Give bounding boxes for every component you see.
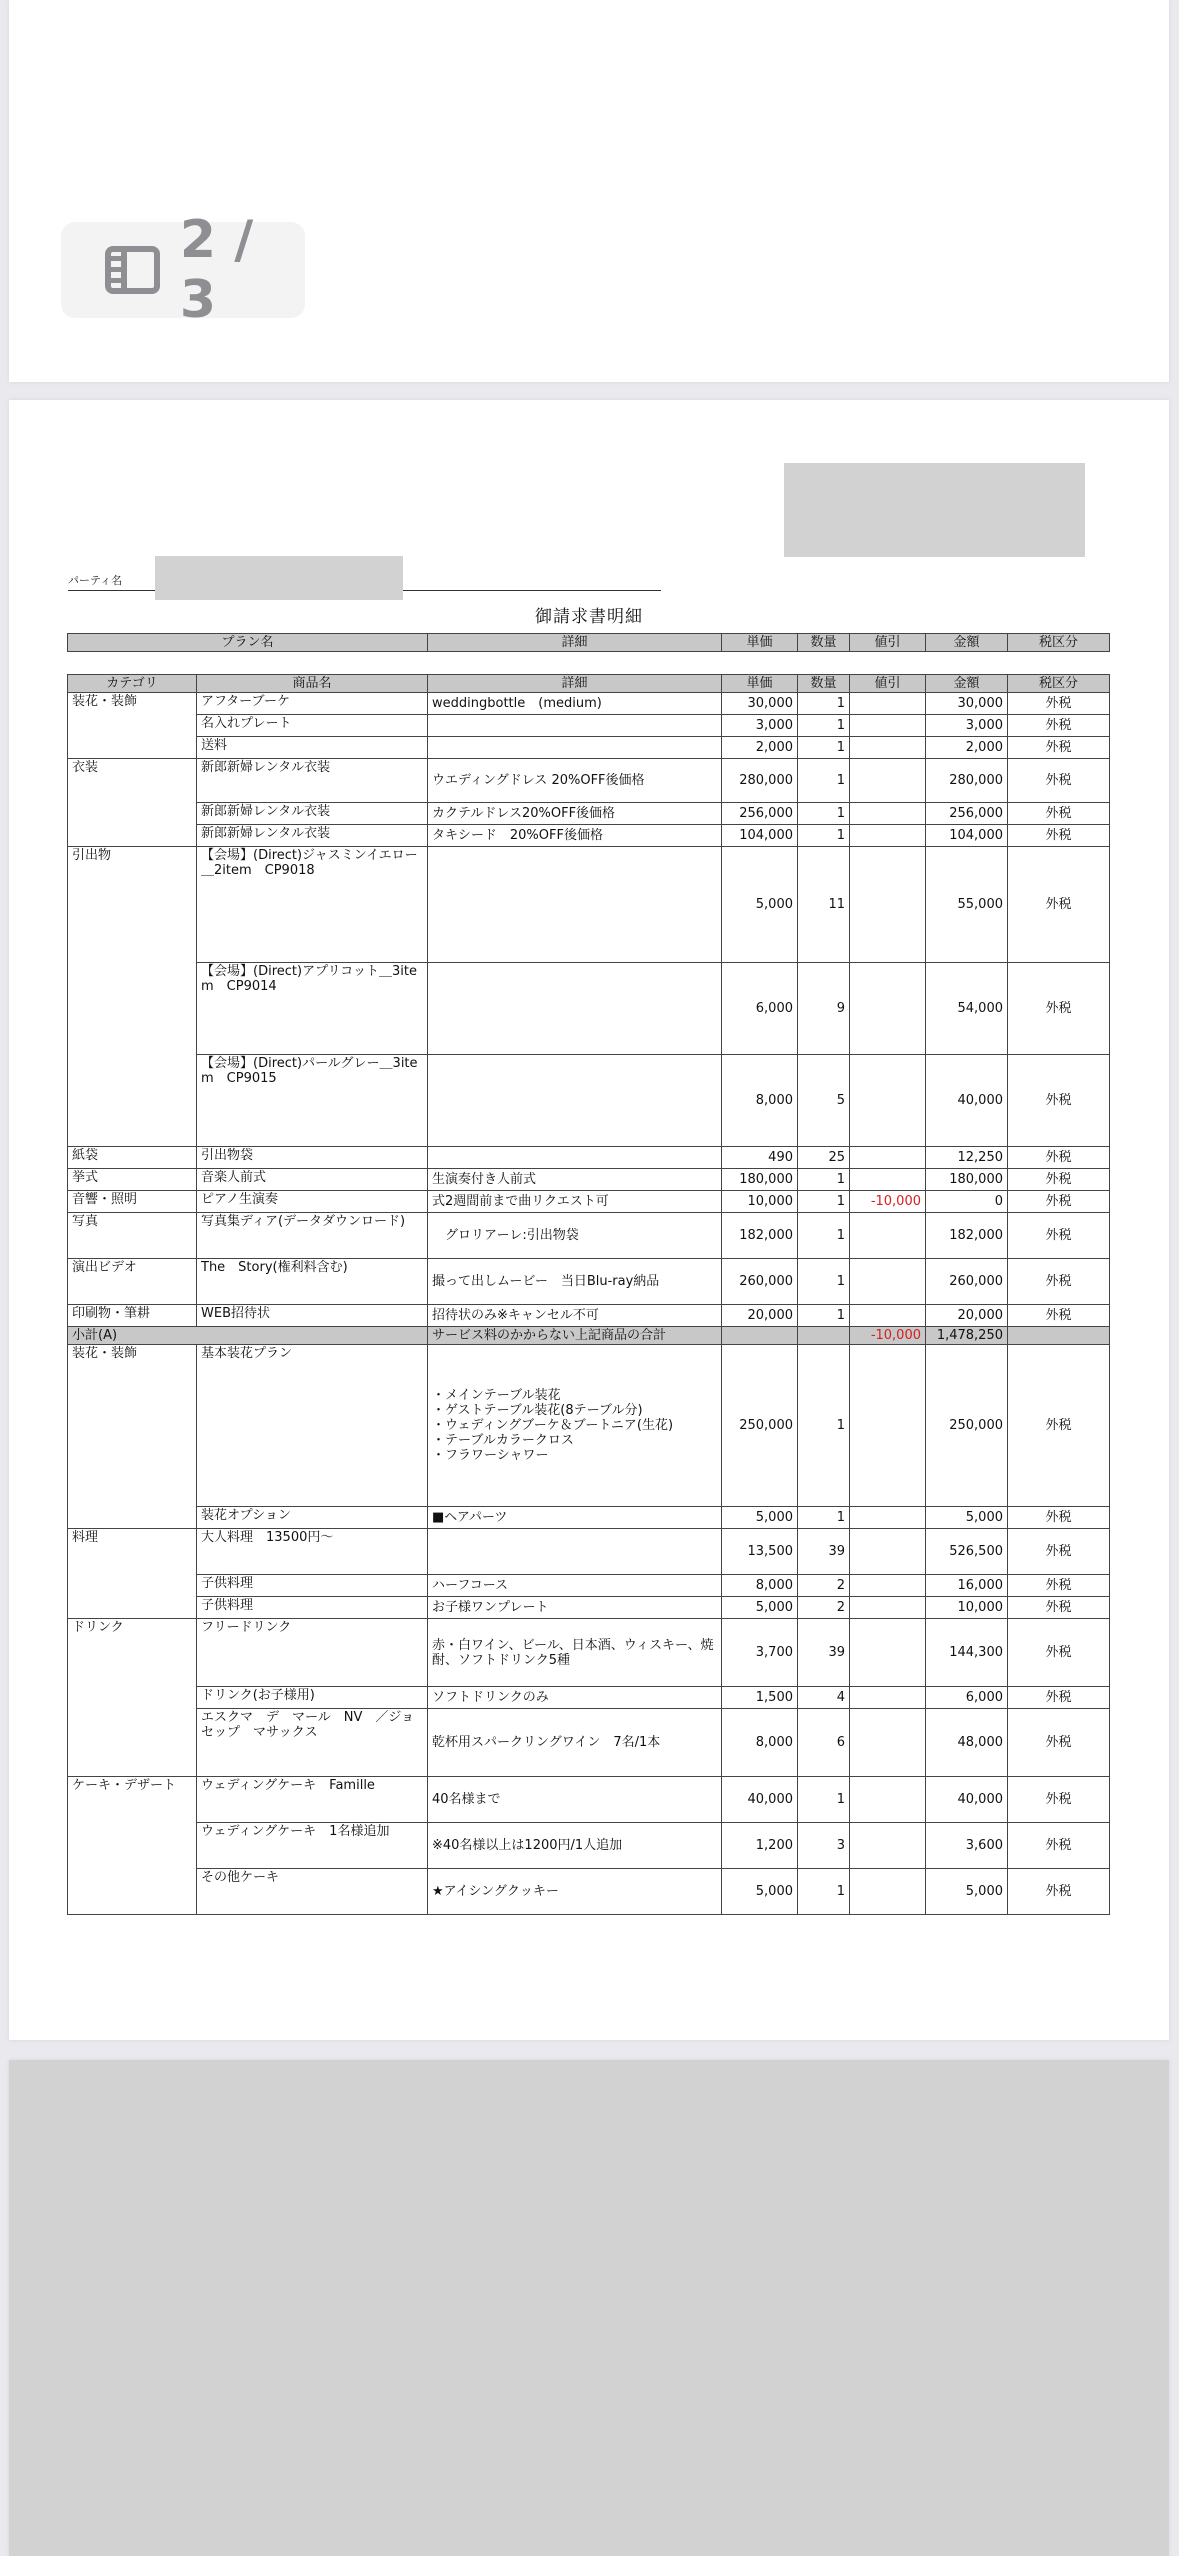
unit-price-cell: 5,000 [722, 1597, 798, 1619]
category-cell: 料理 [68, 1529, 197, 1619]
tax-type-cell: 外税 [1008, 825, 1110, 847]
tax-type-cell: 外税 [1008, 1619, 1110, 1687]
amount-cell: 30,000 [926, 693, 1008, 715]
category-cell: 演出ビデオ [68, 1259, 197, 1305]
product-name-cell: 名入れプレート [197, 715, 428, 737]
unit-price-cell: 8,000 [722, 1055, 798, 1147]
table-row [68, 1147, 1110, 1169]
redacted-party-name [155, 556, 403, 600]
amount-cell: 40,000 [926, 1055, 1008, 1147]
unit-price-cell: 8,000 [722, 1575, 798, 1597]
amount-cell: 144,300 [926, 1619, 1008, 1687]
quantity-cell: 1 [798, 1777, 850, 1823]
table-row [68, 693, 1110, 715]
tax-type-cell: 外税 [1008, 1823, 1110, 1869]
detail-cell: お子様ワンプレート [428, 1597, 722, 1619]
amount-cell: 104,000 [926, 825, 1008, 847]
product-name-cell: 新郎新婦レンタル衣装 [197, 825, 428, 847]
category-cell: 印刷物・筆耕 [68, 1305, 197, 1327]
table-row [68, 1869, 1110, 1915]
detail-cell: ■ヘアパーツ [428, 1507, 722, 1529]
amount-cell: 12,250 [926, 1147, 1008, 1169]
unit-price-cell: 40,000 [722, 1777, 798, 1823]
unit-price-cell: 2,000 [722, 737, 798, 759]
table-row [68, 1529, 1110, 1575]
tax-type-cell: 外税 [1008, 693, 1110, 715]
quantity-cell: 1 [798, 1191, 850, 1213]
detail-cell: 乾杯用スパークリングワイン 7名/1本 [428, 1709, 722, 1777]
table-row [68, 1619, 1110, 1687]
unit-price-cell: 260,000 [722, 1259, 798, 1305]
pdf-page-2 [9, 400, 1169, 2040]
items-header-cell: 税区分 [1008, 675, 1110, 693]
tax-type-cell: 外税 [1008, 847, 1110, 963]
table-row [68, 1213, 1110, 1259]
amount-cell: 2,000 [926, 737, 1008, 759]
product-name-cell: その他ケーキ [197, 1869, 428, 1915]
table-row [68, 825, 1110, 847]
tax-type-cell: 外税 [1008, 1169, 1110, 1191]
product-name-cell: エスクマ デ マール NV ／ジョセップ マサックス [197, 1709, 428, 1777]
detail-cell: 40名様まで [428, 1777, 722, 1823]
subtotal-discount: -10,000 [850, 1327, 926, 1345]
party-name-label: パーティ名 [68, 574, 123, 587]
quantity-cell: 1 [798, 715, 850, 737]
product-name-cell: 子供料理 [197, 1575, 428, 1597]
table-row [68, 1305, 1110, 1327]
discount-cell [850, 1055, 926, 1147]
detail-cell [428, 963, 722, 1055]
quantity-cell: 9 [798, 963, 850, 1055]
amount-cell: 20,000 [926, 1305, 1008, 1327]
discount-cell [850, 1507, 926, 1529]
amount-cell: 5,000 [926, 1869, 1008, 1915]
table-row [68, 715, 1110, 737]
product-name-cell: 大人料理 13500円～ [197, 1529, 428, 1575]
detail-cell [428, 737, 722, 759]
discount-cell [850, 1823, 926, 1869]
detail-cell [428, 715, 722, 737]
discount-cell [850, 803, 926, 825]
document-title: 御請求書明細 [535, 607, 643, 627]
tax-type-cell: 外税 [1008, 803, 1110, 825]
unit-price-cell: 20,000 [722, 1305, 798, 1327]
pdf-page-3 [9, 2060, 1169, 2556]
tax-type-cell: 外税 [1008, 963, 1110, 1055]
quantity-cell: 1 [798, 1345, 850, 1507]
table-row [68, 963, 1110, 1055]
detail-cell: グロリアーレ:引出物袋 [428, 1213, 722, 1259]
amount-cell: 180,000 [926, 1169, 1008, 1191]
detail-cell [428, 1055, 722, 1147]
category-cell: 音響・照明 [68, 1191, 197, 1213]
detail-cell: 式2週間前まで曲リクエスト可 [428, 1191, 722, 1213]
discount-cell [850, 847, 926, 963]
quantity-cell: 4 [798, 1687, 850, 1709]
tax-type-cell: 外税 [1008, 1259, 1110, 1305]
product-name-cell: ドリンク(お子様用) [197, 1687, 428, 1709]
unit-price-cell: 1,200 [722, 1823, 798, 1869]
unit-price-cell: 5,000 [722, 847, 798, 963]
discount-cell [850, 1575, 926, 1597]
table-row [68, 1191, 1110, 1213]
tax-type-cell: 外税 [1008, 1869, 1110, 1915]
product-name-cell: 子供料理 [197, 1597, 428, 1619]
plan-header-cell: 税区分 [1008, 634, 1110, 652]
amount-cell: 3,600 [926, 1823, 1008, 1869]
unit-price-cell: 182,000 [722, 1213, 798, 1259]
tax-type-cell: 外税 [1008, 1687, 1110, 1709]
items-header-cell: 数量 [798, 675, 850, 693]
amount-cell: 10,000 [926, 1597, 1008, 1619]
plan-header-table [67, 633, 1110, 652]
quantity-cell: 1 [798, 1507, 850, 1529]
discount-cell [850, 1213, 926, 1259]
items-header-cell: 詳細 [428, 675, 722, 693]
subtotal-price [722, 1327, 798, 1345]
detail-cell: ※40名様以上は1200円/1人追加 [428, 1823, 722, 1869]
table-row [68, 737, 1110, 759]
unit-price-cell: 180,000 [722, 1169, 798, 1191]
tax-type-cell: 外税 [1008, 715, 1110, 737]
tax-type-cell: 外税 [1008, 1213, 1110, 1259]
tax-type-cell: 外税 [1008, 1507, 1110, 1529]
items-header-cell: 値引 [850, 675, 926, 693]
product-name-cell: ウェディングケーキ 1名様追加 [197, 1823, 428, 1869]
product-name-cell: 新郎新婦レンタル衣装 [197, 803, 428, 825]
plan-header-cell: 金額 [926, 634, 1008, 652]
page-indicator[interactable] [61, 210, 305, 330]
quantity-cell: 1 [798, 803, 850, 825]
plan-header-row [68, 634, 1110, 652]
unit-price-cell: 3,000 [722, 715, 798, 737]
amount-cell: 250,000 [926, 1345, 1008, 1507]
discount-cell [850, 737, 926, 759]
product-name-cell: The Story(権利料含む) [197, 1259, 428, 1305]
tax-type-cell: 外税 [1008, 1191, 1110, 1213]
plan-header-cell: 詳細 [428, 634, 722, 652]
detail-cell [428, 847, 722, 963]
table-row [68, 1575, 1110, 1597]
discount-cell [850, 693, 926, 715]
unit-price-cell: 256,000 [722, 803, 798, 825]
table-row [68, 1687, 1110, 1709]
amount-cell: 256,000 [926, 803, 1008, 825]
amount-cell: 3,000 [926, 715, 1008, 737]
discount-cell [850, 1869, 926, 1915]
product-name-cell: 装花オプション [197, 1507, 428, 1529]
amount-cell: 0 [926, 1191, 1008, 1213]
amount-cell: 48,000 [926, 1709, 1008, 1777]
quantity-cell: 1 [798, 1169, 850, 1191]
subtotal-row [68, 1327, 1110, 1345]
detail-cell: ソフトドリンクのみ [428, 1687, 722, 1709]
subtotal-detail: サービス料のかからない上記商品の合計 [428, 1327, 722, 1345]
tax-type-cell: 外税 [1008, 1529, 1110, 1575]
plan-header-cell: 単価 [722, 634, 798, 652]
detail-cell: ウエディングドレス 20%OFF後価格 [428, 759, 722, 803]
product-name-cell: フリードリンク [197, 1619, 428, 1687]
quantity-cell: 1 [798, 1305, 850, 1327]
product-name-cell: 写真集ディア(データダウンロード) [197, 1213, 428, 1259]
amount-cell: 40,000 [926, 1777, 1008, 1823]
quantity-cell: 2 [798, 1597, 850, 1619]
product-name-cell: 【会場】(Direct)アプリコット＿3item CP9014 [197, 963, 428, 1055]
product-name-cell: 基本装花プラン [197, 1345, 428, 1507]
category-cell: 装花・装飾 [68, 1345, 197, 1529]
quantity-cell: 1 [798, 759, 850, 803]
subtotal-label: 小計(A) [68, 1327, 428, 1345]
unit-price-cell: 3,700 [722, 1619, 798, 1687]
detail-cell: 招待状のみ※キャンセル不可 [428, 1305, 722, 1327]
product-name-cell: 音楽人前式 [197, 1169, 428, 1191]
tax-type-cell: 外税 [1008, 1777, 1110, 1823]
items-header-cell: 単価 [722, 675, 798, 693]
product-name-cell: ウェディングケーキ Famille [197, 1777, 428, 1823]
detail-cell: ★アイシングクッキー [428, 1869, 722, 1915]
amount-cell: 280,000 [926, 759, 1008, 803]
amount-cell: 6,000 [926, 1687, 1008, 1709]
items-header-row [68, 675, 1110, 693]
unit-price-cell: 1,500 [722, 1687, 798, 1709]
discount-cell [850, 1305, 926, 1327]
category-cell: 装花・装飾 [68, 693, 197, 759]
discount-cell [850, 1597, 926, 1619]
plan-header-cell: 数量 [798, 634, 850, 652]
table-row [68, 759, 1110, 803]
product-name-cell: アフターブーケ [197, 693, 428, 715]
unit-price-cell: 5,000 [722, 1507, 798, 1529]
tax-type-cell: 外税 [1008, 1305, 1110, 1327]
product-name-cell: 引出物袋 [197, 1147, 428, 1169]
discount-cell [850, 1259, 926, 1305]
quantity-cell: 3 [798, 1823, 850, 1869]
discount-cell [850, 715, 926, 737]
amount-cell: 526,500 [926, 1529, 1008, 1575]
product-name-cell: 新郎新婦レンタル衣装 [197, 759, 428, 803]
quantity-cell: 1 [798, 737, 850, 759]
discount-cell [850, 825, 926, 847]
discount-cell [850, 1169, 926, 1191]
product-name-cell: 送料 [197, 737, 428, 759]
quantity-cell: 1 [798, 825, 850, 847]
plan-header-cell: 値引 [850, 634, 926, 652]
table-row [68, 1507, 1110, 1529]
discount-cell [850, 1777, 926, 1823]
items-header-cell: カテゴリ [68, 675, 197, 693]
category-cell: 引出物 [68, 847, 197, 1147]
product-name-cell: 【会場】(Direct)ジャスミンイエロー＿2item CP9018 [197, 847, 428, 963]
redacted-logo [784, 463, 1085, 557]
unit-price-cell: 30,000 [722, 693, 798, 715]
tax-type-cell: 外税 [1008, 1709, 1110, 1777]
subtotal-amount: 1,478,250 [926, 1327, 1008, 1345]
table-row [68, 1345, 1110, 1507]
items-header-cell: 金額 [926, 675, 1008, 693]
table-row [68, 1709, 1110, 1777]
product-name-cell: WEB招待状 [197, 1305, 428, 1327]
subtotal-tax [1008, 1327, 1110, 1345]
category-cell: 衣装 [68, 759, 197, 847]
page-indicator-text: 2 / 3 [179, 210, 254, 330]
detail-cell: ・メインテーブル装花 ・ゲストテーブル装花(8テーブル分) ・ウェディングブーケ＆ブートニア(生花) ・テーブルカラークロス ・フラワーシャワー [428, 1345, 722, 1507]
unit-price-cell: 104,000 [722, 825, 798, 847]
unit-price-cell: 13,500 [722, 1529, 798, 1575]
discount-cell [850, 1345, 926, 1507]
unit-price-cell: 5,000 [722, 1869, 798, 1915]
discount-cell [850, 1529, 926, 1575]
unit-price-cell: 10,000 [722, 1191, 798, 1213]
product-name-cell: 【会場】(Direct)パールグレー＿3item CP9015 [197, 1055, 428, 1147]
tax-type-cell: 外税 [1008, 1575, 1110, 1597]
table-row [68, 1777, 1110, 1823]
table-row [68, 1259, 1110, 1305]
detail-cell: カクテルドレス20%OFF後価格 [428, 803, 722, 825]
unit-price-cell: 8,000 [722, 1709, 798, 1777]
quantity-cell: 6 [798, 1709, 850, 1777]
quantity-cell: 39 [798, 1529, 850, 1575]
discount-cell [850, 1147, 926, 1169]
tax-type-cell: 外税 [1008, 759, 1110, 803]
category-cell: ケーキ・デザート [68, 1777, 197, 1915]
detail-cell [428, 1529, 722, 1575]
detail-cell: 撮って出しムービー 当日Blu-ray納品 [428, 1259, 722, 1305]
tax-type-cell: 外税 [1008, 737, 1110, 759]
discount-cell [850, 1687, 926, 1709]
tax-type-cell: 外税 [1008, 1055, 1110, 1147]
plan-header-cell: プラン名 [68, 634, 428, 652]
amount-cell: 16,000 [926, 1575, 1008, 1597]
detail-cell: weddingbottle (medium) [428, 693, 722, 715]
quantity-cell: 1 [798, 1869, 850, 1915]
quantity-cell: 1 [798, 1213, 850, 1259]
amount-cell: 260,000 [926, 1259, 1008, 1305]
table-row [68, 1055, 1110, 1147]
amount-cell: 54,000 [926, 963, 1008, 1055]
unit-price-cell: 250,000 [722, 1345, 798, 1507]
tax-type-cell: 外税 [1008, 1597, 1110, 1619]
table-row [68, 1597, 1110, 1619]
quantity-cell: 11 [798, 847, 850, 963]
items-header-cell: 商品名 [197, 675, 428, 693]
detail-cell: タキシード 20%OFF後価格 [428, 825, 722, 847]
detail-cell: 赤・白ワイン、ビール、日本酒、ウィスキー、焼酎、ソフトドリンク5種 [428, 1619, 722, 1687]
tax-type-cell: 外税 [1008, 1345, 1110, 1507]
subtotal-qty [798, 1327, 850, 1345]
category-cell: 写真 [68, 1213, 197, 1259]
quantity-cell: 1 [798, 693, 850, 715]
unit-price-cell: 280,000 [722, 759, 798, 803]
tax-type-cell: 外税 [1008, 1147, 1110, 1169]
invoice-items-table [67, 674, 1110, 1915]
table-row [68, 847, 1110, 963]
quantity-cell: 2 [798, 1575, 850, 1597]
unit-price-cell: 6,000 [722, 963, 798, 1055]
discount-cell: -10,000 [850, 1191, 926, 1213]
discount-cell [850, 1709, 926, 1777]
detail-cell: 生演奏付き人前式 [428, 1169, 722, 1191]
discount-cell [850, 1619, 926, 1687]
category-cell: 挙式 [68, 1169, 197, 1191]
table-row [68, 803, 1110, 825]
detail-cell: ハーフコース [428, 1575, 722, 1597]
detail-cell [428, 1147, 722, 1169]
quantity-cell: 1 [798, 1259, 850, 1305]
amount-cell: 55,000 [926, 847, 1008, 963]
discount-cell [850, 963, 926, 1055]
amount-cell: 5,000 [926, 1507, 1008, 1529]
quantity-cell: 39 [798, 1619, 850, 1687]
sidebar-icon [105, 246, 160, 294]
amount-cell: 182,000 [926, 1213, 1008, 1259]
pdf-page-1 [9, 0, 1169, 382]
quantity-cell: 5 [798, 1055, 850, 1147]
table-row [68, 1823, 1110, 1869]
discount-cell [850, 759, 926, 803]
unit-price-cell: 490 [722, 1147, 798, 1169]
product-name-cell: ピアノ生演奏 [197, 1191, 428, 1213]
quantity-cell: 25 [798, 1147, 850, 1169]
table-row [68, 1169, 1110, 1191]
category-cell: 紙袋 [68, 1147, 197, 1169]
category-cell: ドリンク [68, 1619, 197, 1777]
